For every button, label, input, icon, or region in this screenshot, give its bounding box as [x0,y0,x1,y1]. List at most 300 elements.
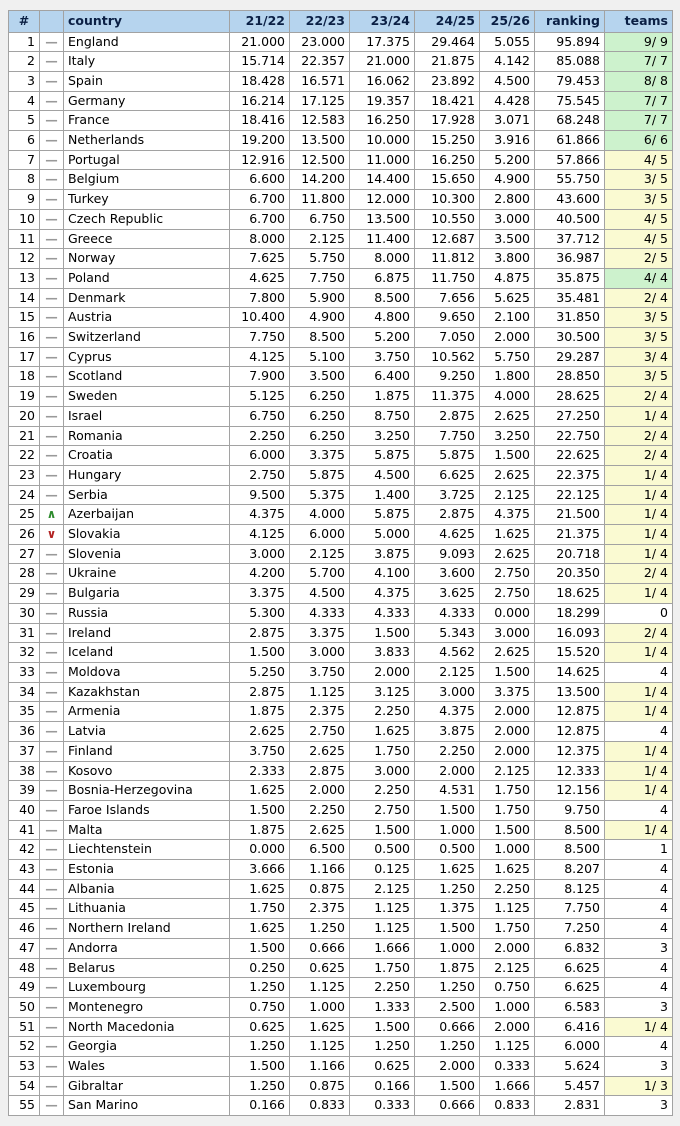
season-value-cell: 2.125 [290,544,350,564]
dash-icon: — [45,880,58,896]
ranking-cell: 6.832 [535,938,605,958]
season-value-cell: 3.250 [480,426,535,446]
country-cell: Faroe Islands [64,800,230,820]
country-cell: France [64,111,230,131]
country-cell: Lithuania [64,899,230,919]
table-row [9,879,673,899]
season-value-cell: 1.625 [290,1017,350,1037]
season-value-cell: 0.875 [290,879,350,899]
season-value-cell: 6.400 [350,367,415,387]
season-value-cell: 1.500 [480,820,535,840]
table-row [9,387,673,407]
season-value-cell: 2.000 [480,938,535,958]
teams-cell: 3 [605,1096,673,1116]
rank-cell: 38 [9,761,40,781]
season-value-cell: 5.875 [415,446,480,466]
season-value-cell: 1.625 [230,879,290,899]
season-value-cell: 17.125 [290,91,350,111]
season-value-cell: 1.166 [290,1057,350,1077]
table-row [9,446,673,466]
teams-cell: 4/ 5 [605,150,673,170]
teams-cell: 4 [605,919,673,939]
season-value-cell: 4.000 [480,387,535,407]
dash-icon: — [45,309,58,325]
season-value-cell: 1.333 [350,997,415,1017]
movement-cell [40,879,64,899]
season-value-cell: 1.875 [415,958,480,978]
table-row [9,1017,673,1037]
dash-icon: — [45,1058,58,1074]
season-value-cell: 2.750 [480,564,535,584]
dash-icon: — [45,939,58,955]
rank-cell: 18 [9,367,40,387]
dash-icon: — [45,782,58,798]
season-value-cell: 7.750 [230,328,290,348]
dash-icon: — [45,289,58,305]
teams-cell: 4/ 5 [605,209,673,229]
season-value-cell: 16.571 [290,71,350,91]
dash-icon: — [45,644,58,660]
table-row [9,1076,673,1096]
season-value-cell: 2.875 [230,682,290,702]
season-value-cell: 1.800 [480,367,535,387]
season-value-cell: 2.625 [480,544,535,564]
movement-cell [40,1096,64,1116]
season-value-cell: 1.750 [480,781,535,801]
season-value-cell: 7.750 [290,268,350,288]
movement-cell [40,1017,64,1037]
season-value-cell: 11.750 [415,268,480,288]
season-value-cell: 3.833 [350,643,415,663]
rank-cell: 14 [9,288,40,308]
rank-cell: 1 [9,32,40,52]
teams-cell: 7/ 7 [605,91,673,111]
season-value-cell: 3.800 [480,249,535,269]
teams-cell: 1/ 4 [605,761,673,781]
ranking-cell: 6.625 [535,978,605,998]
teams-cell: 3/ 4 [605,347,673,367]
movement-cell [40,761,64,781]
season-value-cell: 4.333 [415,603,480,623]
teams-cell: 2/ 4 [605,288,673,308]
ranking-cell: 22.125 [535,485,605,505]
rank-cell: 53 [9,1057,40,1077]
rank-cell: 11 [9,229,40,249]
season-value-cell: 23.000 [290,32,350,52]
dash-icon: — [45,269,58,285]
rank-cell: 27 [9,544,40,564]
teams-cell: 1/ 4 [605,781,673,801]
table-row [9,544,673,564]
table-row [9,328,673,348]
dash-icon: — [45,821,58,837]
country-cell: Portugal [64,150,230,170]
season-value-cell: 1.400 [350,485,415,505]
ranking-cell: 7.750 [535,899,605,919]
season-value-cell: 2.125 [480,761,535,781]
season-value-cell: 4.625 [230,268,290,288]
rank-cell: 52 [9,1037,40,1057]
header-cell-s2122: 21/22 [230,11,290,33]
season-value-cell: 6.000 [230,446,290,466]
rank-cell: 22 [9,446,40,466]
rank-cell: 33 [9,663,40,683]
teams-cell: 2/ 4 [605,426,673,446]
season-value-cell: 3.000 [415,682,480,702]
header-cell-ranking: ranking [535,11,605,33]
season-value-cell: 2.333 [230,761,290,781]
season-value-cell: 17.375 [350,32,415,52]
season-value-cell: 2.125 [480,485,535,505]
season-value-cell: 3.750 [290,663,350,683]
movement-cell [40,860,64,880]
movement-cell [40,1057,64,1077]
season-value-cell: 3.250 [350,426,415,446]
season-value-cell: 2.250 [480,879,535,899]
season-value-cell: 16.062 [350,71,415,91]
movement-cell [40,584,64,604]
dash-icon: — [45,920,58,936]
season-value-cell: 0.666 [415,1017,480,1037]
movement-cell [40,426,64,446]
dash-icon: — [45,151,58,167]
rank-cell: 44 [9,879,40,899]
down-arrow-icon: ∨ [46,527,57,542]
season-value-cell: 4.800 [350,308,415,328]
movement-cell [40,249,64,269]
season-value-cell: 6.000 [290,525,350,545]
movement-cell [40,288,64,308]
season-value-cell: 0.625 [350,1057,415,1077]
season-value-cell: 1.625 [415,860,480,880]
ranking-cell: 95.894 [535,32,605,52]
country-cell: Scotland [64,367,230,387]
table-row [9,564,673,584]
rank-cell: 40 [9,800,40,820]
ranking-cell: 40.500 [535,209,605,229]
movement-cell [40,71,64,91]
season-value-cell: 29.464 [415,32,480,52]
season-value-cell: 0.833 [480,1096,535,1116]
season-value-cell: 1.125 [290,1037,350,1057]
movement-cell [40,209,64,229]
teams-cell: 1/ 4 [605,1017,673,1037]
season-value-cell: 0.875 [290,1076,350,1096]
ranking-cell: 18.299 [535,603,605,623]
ranking-cell: 6.625 [535,958,605,978]
season-value-cell: 1.625 [230,919,290,939]
dash-icon: — [45,132,58,148]
season-value-cell: 1.500 [415,919,480,939]
ranking-cell: 8.500 [535,820,605,840]
season-value-cell: 2.625 [480,643,535,663]
season-value-cell: 10.300 [415,190,480,210]
season-value-cell: 0.000 [230,840,290,860]
season-value-cell: 18.416 [230,111,290,131]
teams-cell: 2/ 4 [605,564,673,584]
rank-cell: 3 [9,71,40,91]
table-row [9,150,673,170]
teams-cell: 4/ 4 [605,268,673,288]
movement-cell [40,170,64,190]
season-value-cell: 1.750 [230,899,290,919]
table-row [9,781,673,801]
season-value-cell: 21.000 [230,32,290,52]
teams-cell: 8/ 8 [605,71,673,91]
teams-cell: 3/ 5 [605,308,673,328]
season-value-cell: 1.500 [480,446,535,466]
season-value-cell: 1.500 [230,938,290,958]
season-value-cell: 13.500 [290,131,350,151]
movement-cell [40,32,64,52]
season-value-cell: 2.375 [290,702,350,722]
country-cell: Switzerland [64,328,230,348]
season-value-cell: 2.250 [350,978,415,998]
teams-cell: 4 [605,722,673,742]
season-value-cell: 1.625 [480,525,535,545]
season-value-cell: 7.800 [230,288,290,308]
ranking-cell: 6.000 [535,1037,605,1057]
table-row [9,623,673,643]
table-row [9,71,673,91]
ranking-cell: 15.520 [535,643,605,663]
ranking-cell: 22.750 [535,426,605,446]
season-value-cell: 1.125 [290,978,350,998]
dash-icon: — [45,1018,58,1034]
season-value-cell: 6.500 [290,840,350,860]
ranking-cell: 28.625 [535,387,605,407]
table-row [9,603,673,623]
teams-cell: 1 [605,840,673,860]
season-value-cell: 3.375 [290,446,350,466]
season-value-cell: 4.100 [350,564,415,584]
season-value-cell: 2.875 [415,406,480,426]
season-value-cell: 4.500 [350,465,415,485]
rank-cell: 37 [9,741,40,761]
ranking-cell: 28.850 [535,367,605,387]
table-row [9,249,673,269]
ranking-cell: 5.624 [535,1057,605,1077]
season-value-cell: 0.000 [480,603,535,623]
movement-cell [40,623,64,643]
table-row [9,1037,673,1057]
table-row [9,406,673,426]
season-value-cell: 1.125 [350,919,415,939]
teams-cell: 9/ 9 [605,32,673,52]
season-value-cell: 11.400 [350,229,415,249]
ranking-cell: 37.712 [535,229,605,249]
ranking-cell: 21.500 [535,505,605,525]
dash-icon: — [45,329,58,345]
season-value-cell: 3.666 [230,860,290,880]
teams-cell: 1/ 4 [605,485,673,505]
rank-cell: 35 [9,702,40,722]
season-value-cell: 3.916 [480,131,535,151]
season-value-cell: 21.875 [415,52,480,72]
rank-cell: 12 [9,249,40,269]
season-value-cell: 1.000 [415,938,480,958]
dash-icon: — [45,466,58,482]
dash-icon: — [45,624,58,640]
season-value-cell: 2.000 [350,663,415,683]
season-value-cell: 5.200 [480,150,535,170]
season-value-cell: 4.900 [480,170,535,190]
teams-cell: 4 [605,899,673,919]
dash-icon: — [45,230,58,246]
ranking-cell: 16.093 [535,623,605,643]
country-cell: Liechtenstein [64,840,230,860]
teams-cell: 1/ 4 [605,406,673,426]
season-value-cell: 2.250 [415,741,480,761]
dash-icon: — [45,841,58,857]
rank-cell: 51 [9,1017,40,1037]
season-value-cell: 3.000 [230,544,290,564]
teams-cell: 2/ 4 [605,387,673,407]
rank-cell: 47 [9,938,40,958]
season-value-cell: 2.000 [480,702,535,722]
header-cell-s2425: 24/25 [415,11,480,33]
table-row [9,52,673,72]
table-body [9,32,673,1116]
ranking-cell: 55.750 [535,170,605,190]
season-value-cell: 10.400 [230,308,290,328]
movement-cell [40,229,64,249]
season-value-cell: 2.000 [480,722,535,742]
season-value-cell: 17.928 [415,111,480,131]
season-value-cell: 0.625 [290,958,350,978]
season-value-cell: 4.142 [480,52,535,72]
teams-cell: 4 [605,879,673,899]
teams-cell: 7/ 7 [605,52,673,72]
dash-icon: — [45,112,58,128]
season-value-cell: 2.250 [350,702,415,722]
movement-cell [40,150,64,170]
season-value-cell: 1.125 [480,899,535,919]
season-value-cell: 0.833 [290,1096,350,1116]
season-value-cell: 2.100 [480,308,535,328]
season-value-cell: 3.375 [290,623,350,643]
dash-icon: — [45,486,58,502]
season-value-cell: 3.000 [350,761,415,781]
season-value-cell: 2.625 [290,741,350,761]
rank-cell: 19 [9,387,40,407]
season-value-cell: 1.000 [290,997,350,1017]
country-cell: Netherlands [64,131,230,151]
movement-cell [40,268,64,288]
movement-cell [40,958,64,978]
ranking-cell: 85.088 [535,52,605,72]
season-value-cell: 5.125 [230,387,290,407]
season-value-cell: 18.428 [230,71,290,91]
country-cell: Norway [64,249,230,269]
season-value-cell: 1.250 [230,1076,290,1096]
movement-cell [40,603,64,623]
season-value-cell: 16.250 [415,150,480,170]
dash-icon: — [45,447,58,463]
season-value-cell: 2.000 [480,328,535,348]
rank-cell: 4 [9,91,40,111]
season-value-cell: 1.666 [350,938,415,958]
season-value-cell: 1.625 [480,860,535,880]
season-value-cell: 3.500 [290,367,350,387]
teams-cell: 3 [605,1057,673,1077]
season-value-cell: 4.428 [480,91,535,111]
season-value-cell: 1.250 [350,1037,415,1057]
header-cell-country: country [64,11,230,33]
teams-cell: 3/ 5 [605,367,673,387]
movement-cell [40,52,64,72]
season-value-cell: 15.650 [415,170,480,190]
season-value-cell: 1.250 [230,978,290,998]
season-value-cell: 9.650 [415,308,480,328]
rank-cell: 13 [9,268,40,288]
season-value-cell: 0.666 [415,1096,480,1116]
season-value-cell: 5.250 [230,663,290,683]
table-row [9,229,673,249]
dash-icon: — [45,1097,58,1113]
season-value-cell: 0.750 [230,997,290,1017]
season-value-cell: 5.343 [415,623,480,643]
header-cell-s2324: 23/24 [350,11,415,33]
movement-cell [40,367,64,387]
country-cell: Gibraltar [64,1076,230,1096]
dash-icon: — [45,959,58,975]
dash-icon: — [45,191,58,207]
season-value-cell: 19.357 [350,91,415,111]
table-row [9,958,673,978]
season-value-cell: 6.250 [290,387,350,407]
table-row [9,938,673,958]
teams-cell: 1/ 3 [605,1076,673,1096]
season-value-cell: 2.625 [230,722,290,742]
country-cell: Croatia [64,446,230,466]
movement-cell [40,997,64,1017]
season-value-cell: 3.000 [480,209,535,229]
season-value-cell: 15.714 [230,52,290,72]
season-value-cell: 2.875 [290,761,350,781]
season-value-cell: 3.000 [290,643,350,663]
country-cell: Ireland [64,623,230,643]
movement-cell [40,465,64,485]
rank-cell: 10 [9,209,40,229]
teams-cell: 4 [605,860,673,880]
season-value-cell: 9.500 [230,485,290,505]
season-value-cell: 12.583 [290,111,350,131]
season-value-cell: 1.375 [415,899,480,919]
season-value-cell: 1.625 [230,781,290,801]
ranking-cell: 20.350 [535,564,605,584]
teams-cell: 2/ 4 [605,623,673,643]
rank-cell: 28 [9,564,40,584]
movement-cell [40,938,64,958]
season-value-cell: 2.800 [480,190,535,210]
movement-cell [40,1076,64,1096]
country-cell: Italy [64,52,230,72]
movement-cell [40,800,64,820]
ranking-cell: 18.625 [535,584,605,604]
dash-icon: — [45,171,58,187]
header-cell-s2526: 25/26 [480,11,535,33]
season-value-cell: 8.500 [290,328,350,348]
season-value-cell: 1.000 [480,840,535,860]
ranking-cell: 8.500 [535,840,605,860]
dash-icon: — [45,53,58,69]
season-value-cell: 19.200 [230,131,290,151]
ranking-cell: 57.866 [535,150,605,170]
season-value-cell: 4.000 [290,505,350,525]
season-value-cell: 18.421 [415,91,480,111]
rank-cell: 17 [9,347,40,367]
